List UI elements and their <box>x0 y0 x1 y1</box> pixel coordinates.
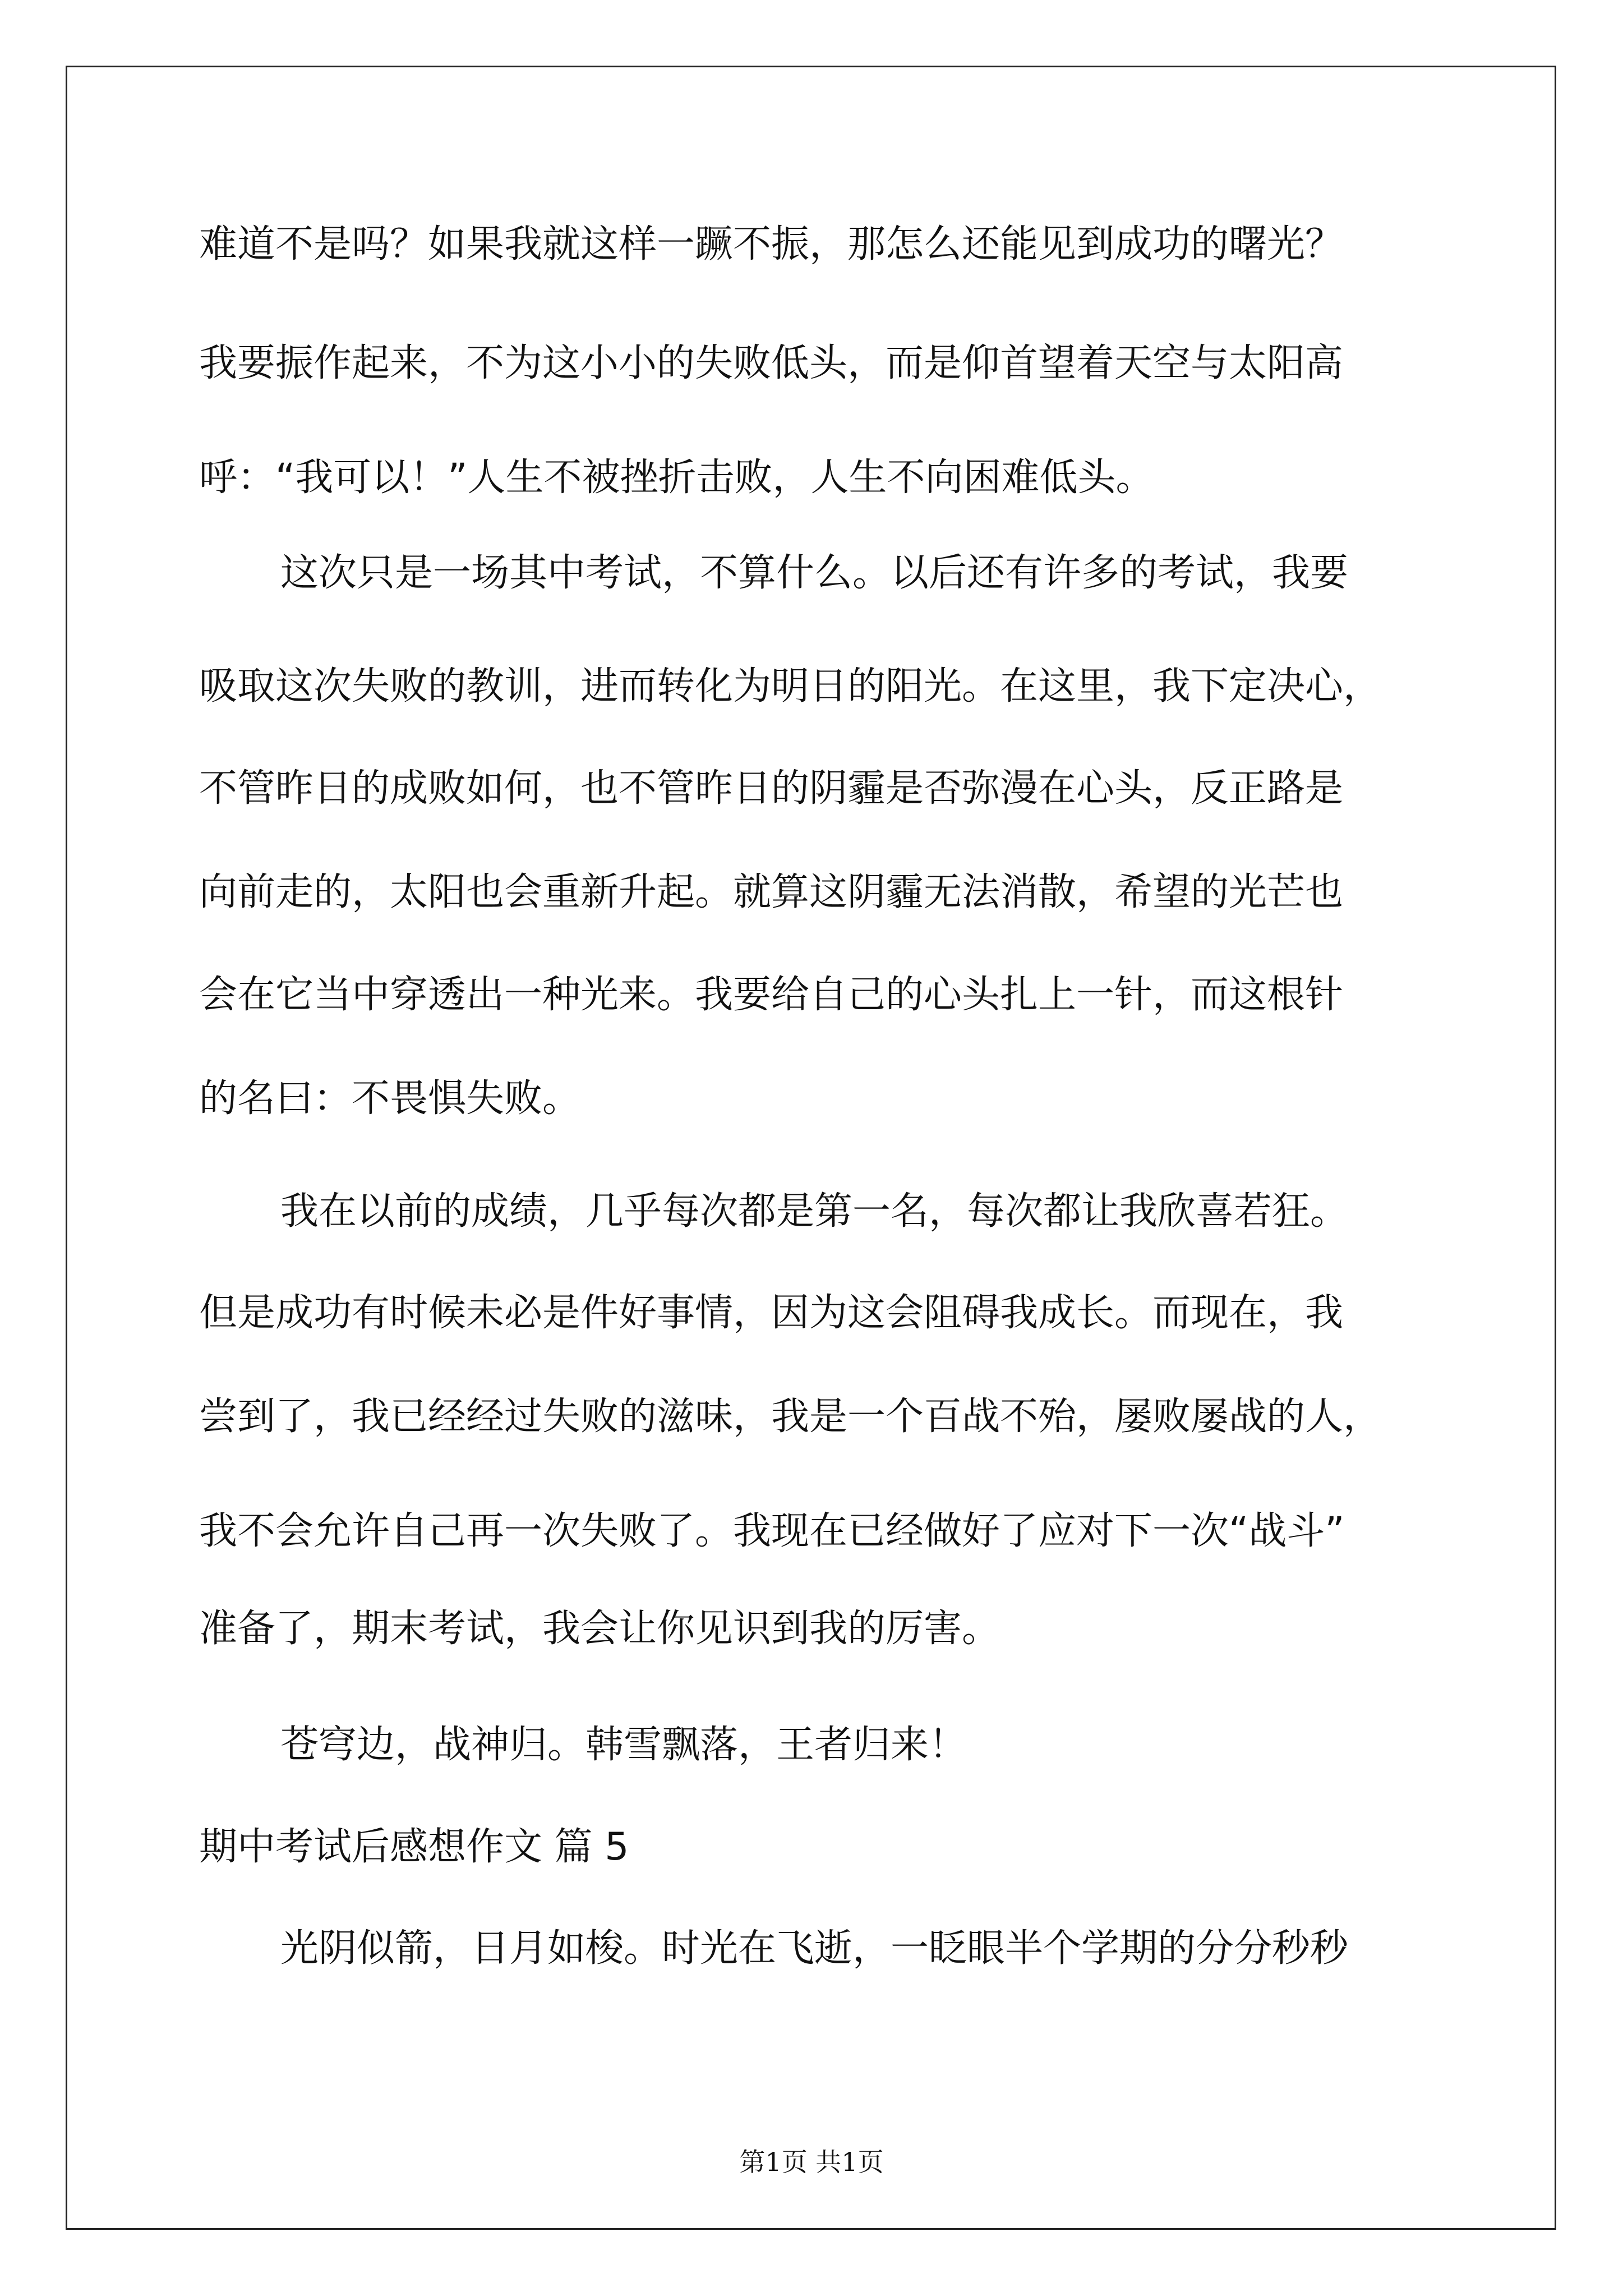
text-line: 向前走的，太阳也会重新升起。就算这阴霾无法消散，希望的光芒也 <box>199 870 1344 914</box>
text-line: 不管昨日的成败如何，也不管昨日的阴霾是否弥漫在心头，反正路是 <box>199 766 1344 811</box>
text-line: 我要振作起来，不为这小小的失败低头，而是仰首望着天空与太阳高 <box>199 341 1344 385</box>
section-heading: 期中考试后感想作文 篇 5 <box>199 1825 629 1869</box>
paragraph-start-line: 苍穹边，战神归。韩雪飘落，王者归来！ <box>280 1723 967 1767</box>
page-border <box>66 66 1556 2230</box>
paragraph-start-line: 这次只是一场其中考试，不算什么。以后还有许多的考试，我要 <box>280 551 1349 595</box>
text-line: 准备了，期末考试，我会让你见识到我的厉害。 <box>199 1607 1000 1651</box>
paragraph-start-line: 光阴似箭，日月如梭。时光在飞逝，一眨眼半个学期的分分秒秒 <box>280 1926 1349 1971</box>
text-line: 会在它当中穿透出一种光来。我要给自己的心头扎上一针，而这根针 <box>199 973 1344 1017</box>
paragraph-start-line: 我在以前的成绩，几乎每次都是第一名，每次都让我欣喜若狂。 <box>280 1189 1349 1234</box>
text-line: 尝到了，我已经经过失败的滋味，我是一个百战不殆，屡败屡战的人， <box>199 1395 1382 1439</box>
text-line: 的名曰：不畏惧失败。 <box>199 1076 581 1121</box>
text-line: 吸取这次失败的教训，进而转化为明日的阳光。在这里，我下定决心， <box>199 664 1382 708</box>
text-line: 我不会允许自己再一次失败了。我现在已经做好了应对下一次“战斗” <box>199 1509 1345 1553</box>
page-footer: 第1页 共1页 <box>739 2147 884 2177</box>
text-line: 但是成功有时候未必是件好事情，因为这会阻碍我成长。而现在，我 <box>199 1291 1344 1335</box>
text-line: 呼：“我可以！”人生不被挫折击败，人生不向困难低头。 <box>199 455 1154 500</box>
text-line: 难道不是吗？如果我就这样一蹶不振，那怎么还能见到成功的曙光？ <box>199 222 1344 266</box>
